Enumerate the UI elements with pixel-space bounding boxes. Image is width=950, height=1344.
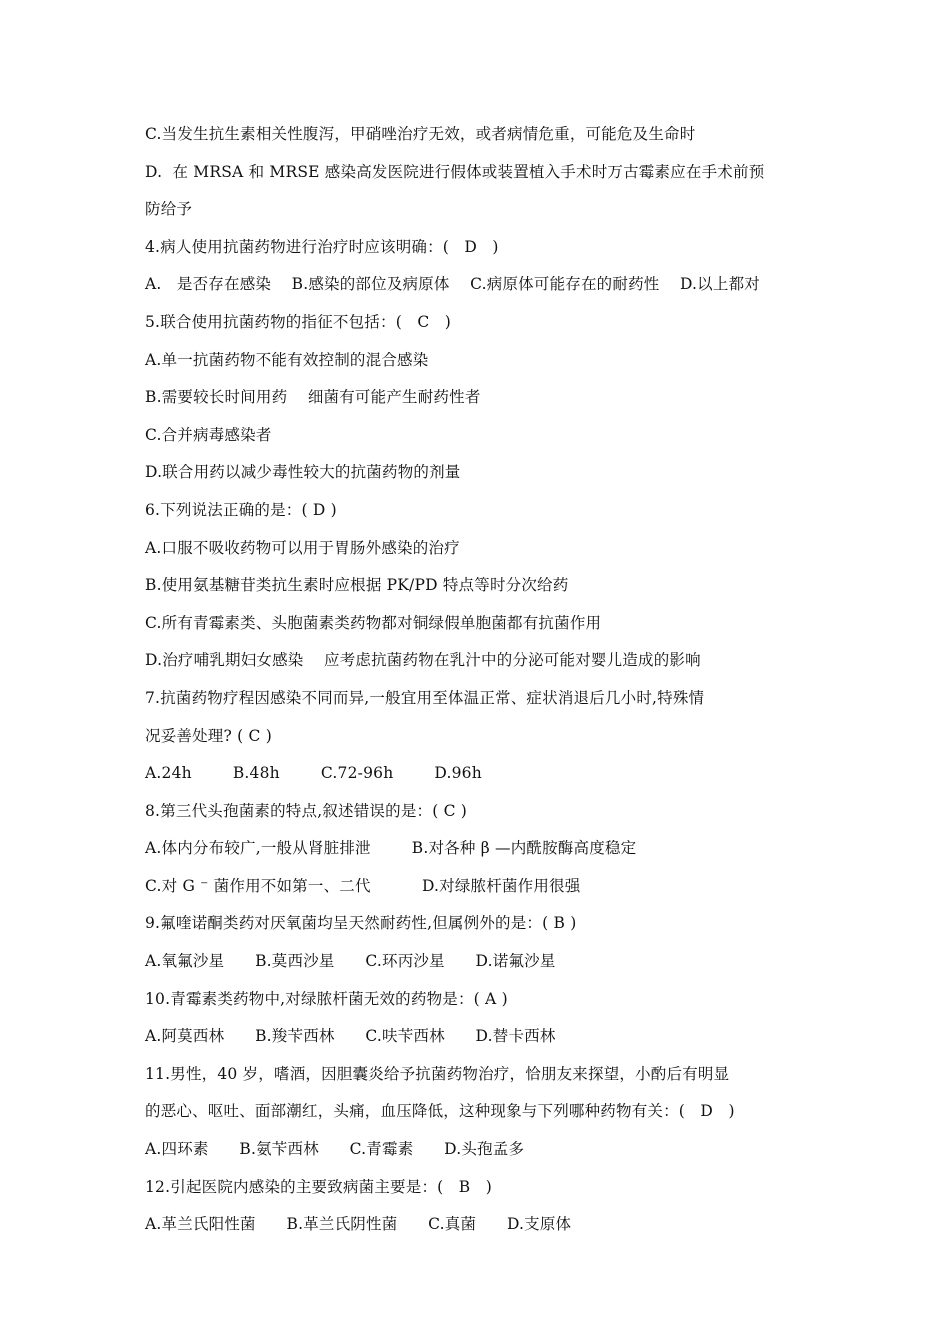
- question-8-options-ab: A.体内分布较广,一般从肾脏排泄 B.对各种 β —内酰胺酶高度稳定: [145, 839, 637, 858]
- question-8-options-cd: C.对 G ⁻ 菌作用不如第一、二代 D.对绿脓杆菌作用很强: [145, 876, 581, 895]
- question-7-options: A.24h B.48h C.72-96h D.96h: [145, 764, 482, 783]
- question-5: 5.联合使用抗菌药物的指征不包括：( C ): [145, 312, 452, 331]
- question-5-option-a: A.单一抗菌药物不能有效控制的混合感染: [145, 350, 429, 369]
- question-10: 10.青霉素类药物中,对绿脓杆菌无效的药物是：( A ): [145, 989, 508, 1008]
- question-6-option-a: A.口服不吸收药物可以用于胃肠外感染的治疗: [145, 538, 460, 557]
- text-line: D. 在 MRSA 和 MRSE 感染高发医院进行假体或装置植入手术时万古霉素应在手术前预: [145, 162, 765, 181]
- question-12: 12.引起医院内感染的主要致病菌主要是：( B ): [145, 1177, 492, 1196]
- question-6-option-c: C.所有青霉素类、头胞菌素类药物都对铜绿假单胞菌都有抗菌作用: [145, 613, 602, 632]
- question-11-cont: 的恶心、呕吐、面部潮红，头痛，血压降低，这种现象与下列哪种药物有关：( D ): [145, 1102, 735, 1121]
- question-10-options: A.阿莫西林 B.羧苄西林 C.呋苄西林 D.替卡西林: [145, 1027, 556, 1046]
- question-12-options: A.革兰氏阳性菌 B.革兰氏阴性菌 C.真菌 D.支原体: [145, 1215, 572, 1234]
- question-7-cont: 况妥善处理? ( C ): [145, 726, 272, 745]
- text-line: C.当发生抗生素相关性腹泻，甲硝唑治疗无效，或者病情危重，可能危及生命时: [145, 125, 696, 143]
- text-line: 防给予: [145, 200, 193, 219]
- question-11: 11.男性，40 岁，嗜酒，因胆囊炎给予抗菌药物治疗，恰朋友来探望，小酌后有明显: [145, 1064, 730, 1083]
- question-6: 6.下列说法正确的是：( D ): [145, 500, 337, 519]
- question-4-options: A. 是否存在感染 B.感染的部位及病原体 C.病原体可能存在的耐药性 D.以上都对: [145, 275, 760, 294]
- question-11-options: A.四环素 B.氨苄西林 C.青霉素 D.头孢孟多: [145, 1140, 525, 1159]
- question-5-option-c: C.合并病毒感染者: [145, 425, 272, 444]
- question-6-option-b: B.使用氨基糖苷类抗生素时应根据 PK/PD 特点等时分次给药: [145, 576, 569, 595]
- question-4: 4.病人使用抗菌药物进行治疗时应该明确：( D ): [145, 237, 499, 256]
- question-9: 9.氟喹诺酮类药对厌氧菌均呈天然耐药性,但属例外的是：( B ): [145, 914, 577, 933]
- question-9-options: A.氧氟沙星 B.莫西沙星 C.环丙沙星 D.诺氟沙星: [145, 952, 556, 971]
- question-5-option-d: D.联合用药以减少毒性较大的抗菌药物的剂量: [145, 463, 461, 482]
- question-7: 7.抗菌药物疗程因感染不同而异,一般宜用至体温正常、症状消退后几小时,特殊情: [145, 688, 705, 707]
- question-8: 8.第三代头孢菌素的特点,叙述错误的是：( C ): [145, 801, 468, 820]
- question-6-option-d: D.治疗哺乳期妇女感染 应考虑抗菌药物在乳汁中的分泌可能对婴儿造成的影响: [145, 651, 701, 670]
- question-5-option-b: B.需要较长时间用药 细菌有可能产生耐药性者: [145, 388, 481, 407]
- question-text-block: [145, 121, 825, 1249]
